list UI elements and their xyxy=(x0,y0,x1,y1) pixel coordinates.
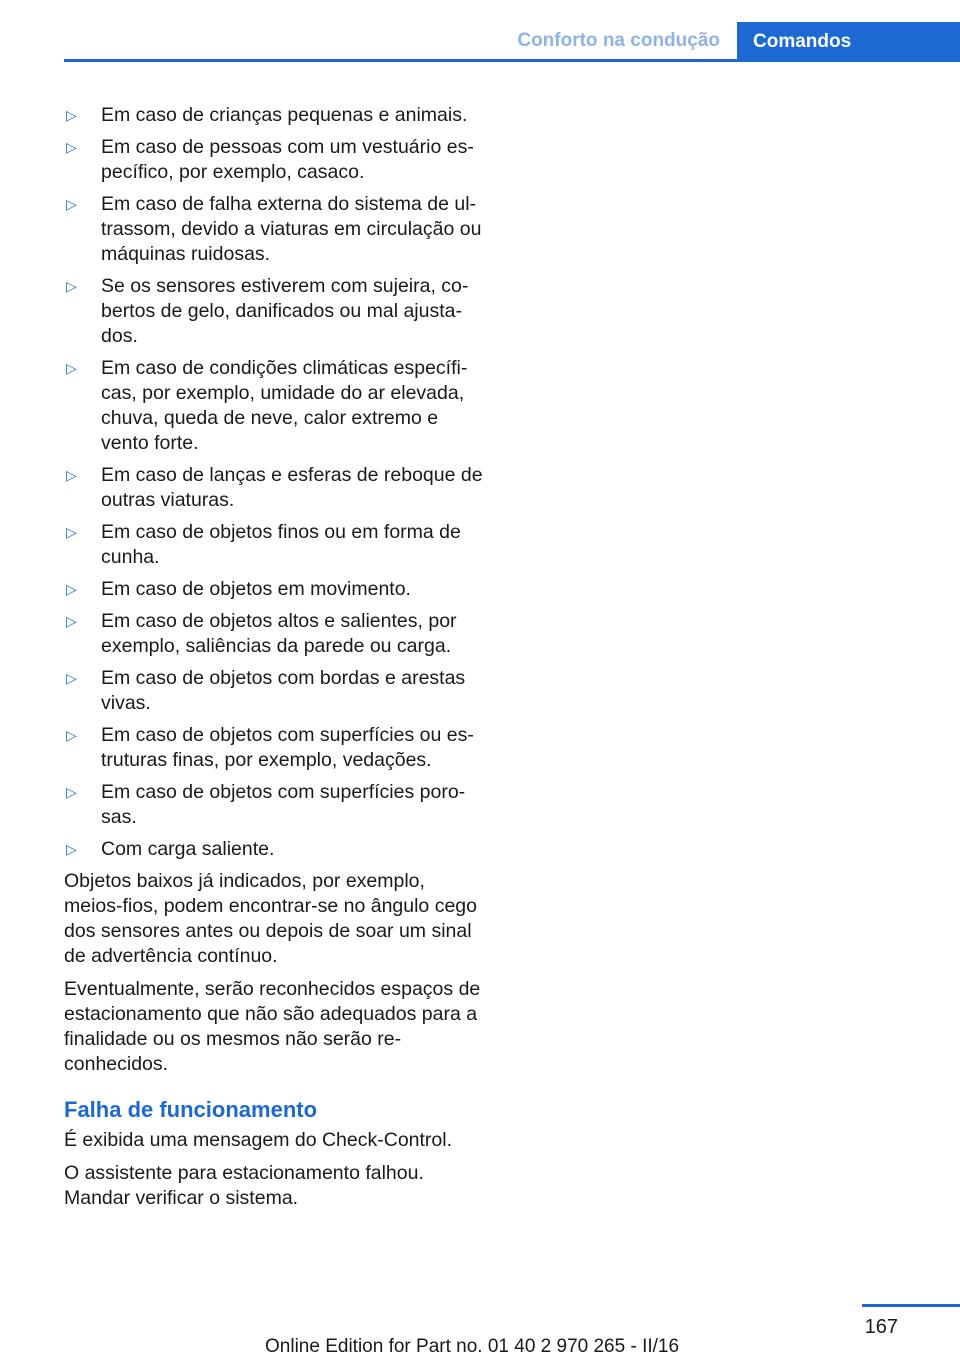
limitations-list xyxy=(64,103,484,862)
page-number: 167 xyxy=(864,1316,898,1338)
list-item-text: Em caso de pessoas com um vestuário es‐ pecífico, por exemplo, casaco. xyxy=(101,136,474,183)
list-item-text: Em caso de objetos com superfícies ou es‐ truturas finas, por exemplo, vedações. xyxy=(101,724,474,771)
list-item xyxy=(64,274,484,349)
page-content xyxy=(64,103,484,1219)
list-item xyxy=(64,520,484,570)
list-item xyxy=(64,780,484,830)
list-item xyxy=(64,103,484,128)
list-item-text: Em caso de crianças pequenas e animais. xyxy=(101,104,468,126)
paragraph-low-objects: Objetos baixos já indicados, por exemplo, meios-fios, podem encontrar-se no ângulo cego dos sensores antes ou depois de soar um sinal de advertência contínuo. xyxy=(64,870,477,967)
triangle-bullet-icon: ▷ xyxy=(66,784,77,800)
triangle-bullet-icon: ▷ xyxy=(66,613,77,629)
paragraph-check-control: É exibida uma mensagem do Check-Control. xyxy=(64,1129,453,1151)
triangle-bullet-icon: ▷ xyxy=(66,278,77,294)
list-item-text: Em caso de objetos finos ou em forma de cunha. xyxy=(101,521,461,568)
list-item xyxy=(64,666,484,716)
triangle-bullet-icon: ▷ xyxy=(66,727,77,743)
list-item-text: Em caso de condições climáticas específi‐ cas, por exemplo, umidade do ar elevada, chuva, queda de neve, calor extremo e vento forte. xyxy=(101,357,468,454)
triangle-bullet-icon: ▷ xyxy=(66,841,77,857)
list-item xyxy=(64,837,484,862)
header-section-title: Conforto na condução xyxy=(517,30,720,51)
header-chapter-label: Comandos xyxy=(753,31,852,52)
list-item-text: Em caso de objetos em movimento. xyxy=(101,578,411,600)
triangle-bullet-icon: ▷ xyxy=(66,670,77,686)
section-heading-malfunction: Falha de funcionamento xyxy=(64,1097,318,1122)
triangle-bullet-icon: ▷ xyxy=(66,360,77,376)
paragraph-system-failed: O assistente para estacionamento falhou. Mandar verificar o sistema. xyxy=(64,1162,424,1209)
triangle-bullet-icon: ▷ xyxy=(66,107,77,123)
list-item xyxy=(64,609,484,659)
list-item-text: Em caso de falha externa do sistema de ul‐ trassom, devido a viaturas em circulação ou máquinas ruidosas. xyxy=(101,193,482,265)
list-item xyxy=(64,356,484,456)
paragraph-parking-spaces: Eventualmente, serão reconhecidos espaços de estacionamento que não são adequados para a finalidade ou os mesmos não serão re‐ conhecidos. xyxy=(64,978,481,1075)
list-item-text: Em caso de objetos altos e salientes, por exemplo, saliências da parede ou carga. xyxy=(101,610,457,657)
triangle-bullet-icon: ▷ xyxy=(66,139,77,155)
list-item-text: Em caso de objetos com superfícies poro‐ sas. xyxy=(101,781,466,828)
list-item xyxy=(64,723,484,773)
list-item xyxy=(64,463,484,513)
list-item-text: Em caso de objetos com bordas e arestas vivas. xyxy=(101,667,466,714)
list-item-text: Com carga saliente. xyxy=(101,838,275,860)
triangle-bullet-icon: ▷ xyxy=(66,196,77,212)
list-item xyxy=(64,577,484,602)
list-item-text: Em caso de lanças e esferas de reboque de outras viaturas. xyxy=(101,464,483,511)
triangle-bullet-icon: ▷ xyxy=(66,581,77,597)
footer-rule xyxy=(862,1304,960,1307)
triangle-bullet-icon: ▷ xyxy=(66,467,77,483)
triangle-bullet-icon: ▷ xyxy=(66,524,77,540)
footer-edition: Online Edition for Part no. 01 40 2 970 265 - II/16 xyxy=(265,1336,680,1357)
list-item-text: Se os sensores estiverem com sujeira, co‐ bertos de gelo, danificados ou mal ajusta‐ dos. xyxy=(101,275,469,347)
list-item xyxy=(64,135,484,185)
header-chapter-tab xyxy=(737,22,960,62)
list-item xyxy=(64,192,484,267)
